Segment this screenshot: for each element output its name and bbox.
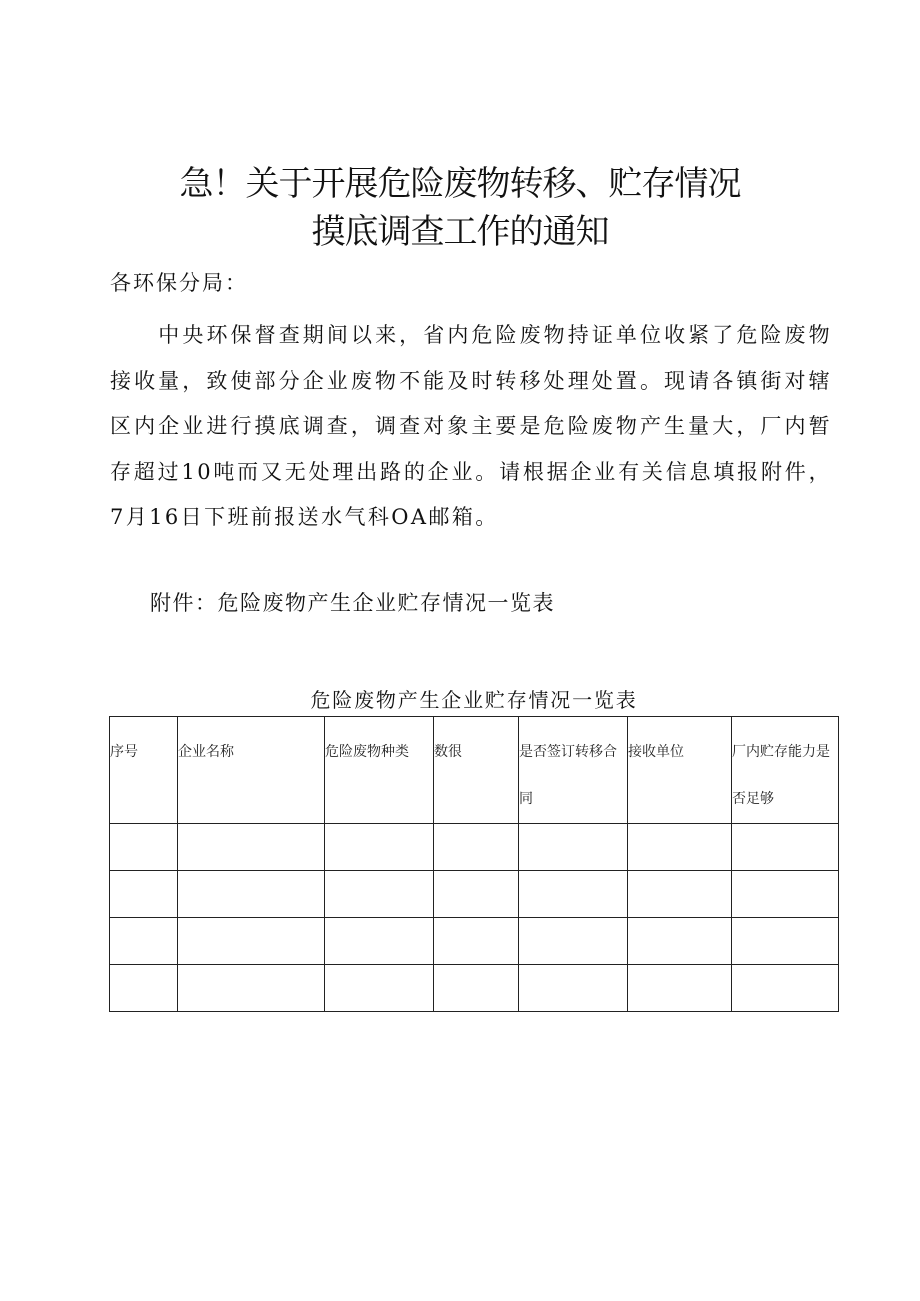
table-cell[interactable]: [110, 918, 178, 965]
table-cell[interactable]: [628, 965, 732, 1012]
table-cell[interactable]: [732, 824, 839, 871]
table-cell[interactable]: [434, 965, 519, 1012]
table-cell[interactable]: [434, 918, 519, 965]
table-cell[interactable]: [732, 871, 839, 918]
table-cell[interactable]: [110, 871, 178, 918]
document-title-line-2: 摸底调查工作的通知: [311, 212, 609, 252]
table-row: [110, 871, 839, 918]
table-cell[interactable]: [732, 965, 839, 1012]
table-cell[interactable]: [628, 871, 732, 918]
table-cell[interactable]: [178, 965, 325, 1012]
table-cell[interactable]: [110, 965, 178, 1012]
table-cell[interactable]: [519, 965, 628, 1012]
table-cell[interactable]: [519, 918, 628, 965]
table-cell[interactable]: [110, 824, 178, 871]
header-receiving-unit: 接收单位: [628, 717, 732, 824]
header-waste-type: 危险废物种类: [325, 717, 434, 824]
table-title: 危险废物产生企业贮存情况一览表: [310, 688, 638, 712]
header-index: 序号: [110, 717, 178, 824]
table-cell[interactable]: [178, 824, 325, 871]
header-quantity: 数很: [434, 717, 519, 824]
table-cell[interactable]: [325, 965, 434, 1012]
header-transfer-contract: 是否签订转移合同: [519, 717, 628, 824]
table-cell[interactable]: [732, 918, 839, 965]
table-row: [110, 918, 839, 965]
table-cell[interactable]: [434, 871, 519, 918]
attachment-note: 附件：危险废物产生企业贮存情况一览表: [150, 591, 555, 615]
header-company-name: 企业名称: [178, 717, 325, 824]
table-cell[interactable]: [178, 918, 325, 965]
table-cell[interactable]: [325, 918, 434, 965]
table-cell[interactable]: [434, 824, 519, 871]
table-row: [110, 824, 839, 871]
hazardous-waste-storage-table: [109, 716, 839, 1012]
table-cell[interactable]: [519, 871, 628, 918]
table-cell[interactable]: [519, 824, 628, 871]
salutation: 各环保分局：: [110, 271, 248, 295]
document-title-line-1: 急！关于开展危险废物转移、贮存情况: [179, 164, 741, 204]
table-row: [110, 965, 839, 1012]
table-cell[interactable]: [325, 871, 434, 918]
table-cell[interactable]: [178, 871, 325, 918]
notice-body: 中央环保督查期间以来，省内危险废物持证单位收紧了危险废物接收量，致使部分企业废物不能及时转移处理处置。现请各镇街对辖区内企业进行摸底调查，调查对象主要是危险废物产生量大，厂内暂存超过10吨而又无处理出路的企业。请根据企业有关信息填报附件，7月16日下班前报送水气科OA邮箱。: [110, 323, 832, 529]
table-cell[interactable]: [325, 824, 434, 871]
header-storage-capacity: 厂内贮存能力是否足够: [732, 717, 839, 824]
table-cell[interactable]: [628, 918, 732, 965]
table-header-row: [110, 717, 839, 824]
table-cell[interactable]: [628, 824, 732, 871]
